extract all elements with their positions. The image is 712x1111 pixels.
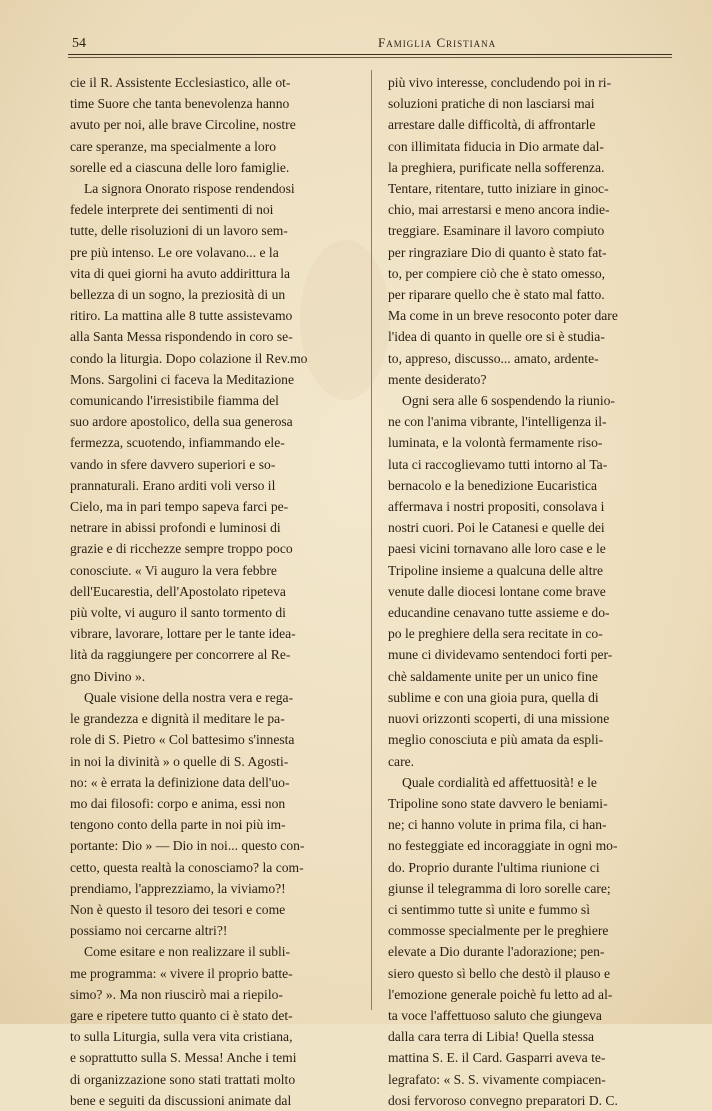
- text-line: per riparare quello che è stato mal fatto.: [388, 287, 605, 303]
- text-line: luminata, e la volontà fermamente riso-: [388, 435, 603, 451]
- text-line: dell'Eucarestia, dell'Apostolato ripeteva: [70, 583, 286, 599]
- text-line: prannaturali. Erano arditi voli verso il: [70, 477, 276, 493]
- text-line: Mons. Sargolini ci faceva la Meditazione: [70, 371, 294, 387]
- text-line: role di S. Pietro « Col battesimo s'innesta: [70, 732, 295, 748]
- text-line: Cielo, ma in pari tempo sapeva farci pe-: [70, 499, 289, 515]
- text-line: conosciute. « Vi auguro la vera febbre: [70, 562, 277, 578]
- text-line: luta ci raccoglievamo tutti intorno al Ta-: [388, 456, 608, 472]
- text-line: vibrare, lavorare, lottare per le tante idea-: [70, 626, 296, 642]
- text-line: commosse specialmente per le preghiere: [388, 923, 609, 939]
- left-column: [70, 72, 350, 1111]
- text-line: soluzioni pratiche di non lasciarsi mai: [388, 96, 595, 112]
- header-rule-secondary: [68, 57, 672, 58]
- text-line: nuovi orizzonti scoperti, di una missione: [388, 711, 610, 727]
- text-line: dosi fervoroso convegno preparatori D. C.: [388, 1092, 618, 1108]
- text-line: l'emozione generale poichè fu letto ad al-: [388, 986, 613, 1002]
- running-title: Famiglia Cristiana: [378, 35, 497, 50]
- header-rule: [68, 54, 672, 55]
- text-line: con illimitata fiducia in Dio armate dal-: [388, 138, 604, 154]
- text-line: possiamo noi cercarne altri?!: [70, 923, 228, 939]
- text-line: Tripoline sono state davvero le beniami-: [388, 795, 608, 811]
- text-line: siero questo sì bello che destò il plauso e: [388, 965, 610, 981]
- text-line: gno Divino ».: [70, 668, 146, 684]
- text-line: per ringraziare Dio di quanto è stato fat-: [388, 244, 607, 260]
- text-line: meglio conosciuta e più amata da espli-: [388, 732, 604, 748]
- text-line: ci sentimmo tutte sì unite e fummo sì: [388, 901, 590, 917]
- text-line: to sulla Liturgia, sulla vera vita cristiana,: [70, 1029, 293, 1045]
- text-line: e soprattutto sulla S. Messa! Anche i temi: [70, 1050, 297, 1066]
- text-line: do. Proprio durante l'ultima riunione ci: [388, 859, 600, 875]
- text-line: dalla cara terra di Libia! Quella stessa: [388, 1029, 595, 1045]
- text-line: ne con l'anima vibrante, l'intelligenza il-: [388, 414, 607, 430]
- text-line: mo dai filosofi: corpo e anima, essi non: [70, 795, 286, 811]
- text-line: di organizzazione sono stati trattati molto: [70, 1071, 296, 1087]
- text-line: sorelle ed a ciascuna delle loro famiglie.: [70, 159, 290, 175]
- text-line: venute dalle diocesi lontane come brave: [388, 583, 606, 599]
- text-line: Quale visione della nostra vera e rega-: [84, 689, 294, 705]
- text-line: sublime e con una gioia pura, quella di: [388, 689, 599, 705]
- text-line: vando in sfere davvero superiori e so-: [70, 456, 276, 472]
- text-line: netrare in abissi profondi e luminosi di: [70, 520, 281, 536]
- text-line: più volte, vi auguro il santo tormento di: [70, 605, 286, 621]
- text-line: pre più intenso. Le ore volavano... e la: [70, 244, 279, 260]
- text-line: ritiro. La mattina alle 8 tutte assistevamo: [70, 308, 293, 324]
- text-line: Ma come in un breve resoconto poter dare: [388, 308, 618, 324]
- text-line: fedele interprete dei sentimenti di noi: [70, 202, 274, 218]
- text-line: time Suore che tanta benevolenza hanno: [70, 96, 290, 112]
- text-line: condo la liturgia. Dopo colazione il Rev.mo: [70, 350, 308, 366]
- text-line: La signora Onorato rispose rendendosi: [84, 181, 295, 197]
- text-line: comunicando l'irresistibile fiamma del: [70, 393, 279, 409]
- text-line: tutte, delle risoluzioni di un lavoro sem-: [70, 223, 288, 239]
- text-line: alla Santa Messa rispondendo in coro se-: [70, 329, 293, 345]
- text-line: chè saldamente unite per un unico fine: [388, 668, 598, 684]
- text-line: simo? ». Ma non riuscirò mai a riepilo-: [70, 986, 283, 1002]
- text-line: Tentare, ritentare, tutto iniziare in ginoc-: [388, 181, 609, 197]
- text-line: avuto per noi, alle brave Circoline, nostre: [70, 117, 296, 133]
- text-line: mune ci dividevamo sentendoci forti per-: [388, 647, 613, 663]
- text-line: to, appreso, discusso... amato, ardente-: [388, 350, 599, 366]
- text-line: grazie e di ricchezze sempre troppo poco: [70, 541, 293, 557]
- text-line: mattina S. E. il Card. Gasparri aveva te-: [388, 1050, 606, 1066]
- text-line: Non è questo il tesoro dei tesori e come: [70, 901, 286, 917]
- text-line: no: « è errata la definizione data dell'uo-: [70, 774, 290, 790]
- text-line: gare e ripetere tutto quanto ci è stato det-: [70, 1007, 293, 1023]
- text-line: portante: Dio » — Dio in noi... questo con-: [70, 838, 305, 854]
- text-line: vita di quei giorni ha avuto addirittura la: [70, 265, 291, 281]
- text-line: nostri cuori. Poi le Catanesi e quelle dei: [388, 520, 605, 536]
- column-divider: [371, 70, 372, 1010]
- text-line: l'idea di quanto in quelle ore si è studia-: [388, 329, 605, 345]
- text-line: to, per compiere ciò che è stato omesso,: [388, 265, 606, 281]
- text-line: Tripoline insieme a qualcuna delle altre: [388, 562, 604, 578]
- text-line: giunse il telegramma di loro sorelle care;: [388, 880, 611, 896]
- text-line: Quale cordialità ed affettuosità! e le: [402, 774, 597, 790]
- text-line: suo ardore apostolico, della sua generosa: [70, 414, 293, 430]
- text-line: care.: [388, 753, 415, 769]
- text-line: me programma: « vivere il proprio batte-: [70, 965, 293, 981]
- text-line: bernacolo e la benedizione Eucaristica: [388, 477, 598, 493]
- text-line: tengono conto della parte in noi più im-: [70, 817, 286, 833]
- text-line: elevate a Dio durante l'adorazione; pen-: [388, 944, 605, 960]
- text-line: po le preghiere della sera recitate in co-: [388, 626, 603, 642]
- text-line: cie il R. Assistente Ecclesiastico, alle ot-: [70, 75, 291, 90]
- right-column: [388, 72, 670, 1111]
- text-line: lità da raggiungere per concorrere al Re-: [70, 647, 291, 663]
- text-line: care speranze, ma specialmente a loro: [70, 138, 277, 154]
- text-line: cetto, questa realtà la conosciamo? la com-: [70, 859, 304, 875]
- text-line: affermava i nostri propositi, consolava i: [388, 499, 605, 515]
- text-line: prendiamo, l'apprezziamo, la viviamo?!: [70, 880, 286, 896]
- text-line: treggiare. Esaminare il lavoro compiuto: [388, 223, 605, 239]
- text-line: educandine cenavano tutte assieme e do-: [388, 605, 610, 621]
- page-header: [68, 30, 672, 56]
- text-line: chio, mai arrestarsi e meno ancora indie-: [388, 202, 610, 218]
- text-line: arrestare dalle difficoltà, di affrontarle: [388, 117, 596, 133]
- text-line: Ogni sera alle 6 sospendendo la riunio-: [402, 393, 615, 409]
- text-line: fermezza, scuotendo, infiammando ele-: [70, 435, 285, 451]
- text-line: bellezza di un sogno, la preziosità di un: [70, 287, 286, 303]
- text-line: mente desiderato?: [388, 371, 487, 387]
- text-line: bene e seguiti da discussioni animate dal: [70, 1092, 292, 1108]
- page-number: 54: [72, 36, 86, 51]
- text-line: paesi vicini tornavano alle loro case e le: [388, 541, 606, 557]
- text-line: le grandezza e dignità il meditare le pa-: [70, 711, 285, 727]
- text-line: la preghiera, purificate nella sofferenza.: [388, 159, 605, 175]
- text-line: ne; ci hanno volute in prima fila, ci han-: [388, 817, 607, 833]
- text-line: no festeggiate ed incoraggiate in ogni mo-: [388, 838, 618, 854]
- text-line: ta voce l'affettuoso saluto che giungeva: [388, 1007, 602, 1023]
- text-line: più vivo interesse, concludendo poi in ri-: [388, 75, 612, 90]
- text-line: legrafato: « S. S. vivamente compiacen-: [388, 1071, 606, 1087]
- text-line: Come esitare e non realizzare il subli-: [84, 944, 291, 960]
- text-line: in noi la divinità » o quelle di S. Agosti-: [70, 753, 289, 769]
